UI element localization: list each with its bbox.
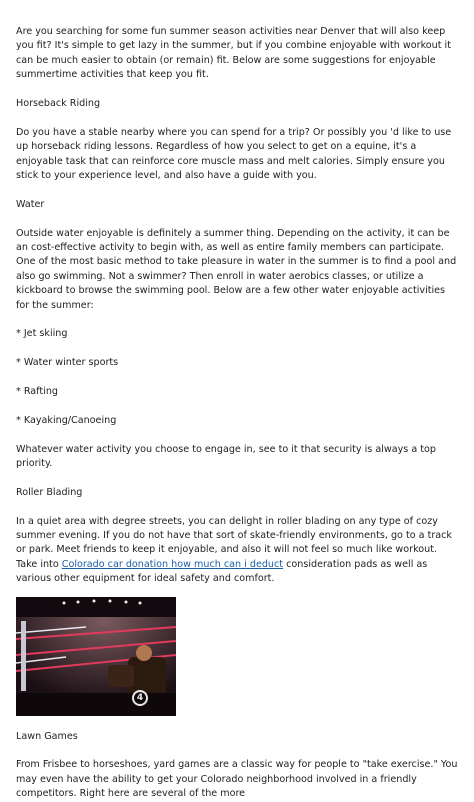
horseback-heading: Horseback Riding bbox=[16, 98, 101, 110]
list-item-jet-skiing: * Jet skiing bbox=[16, 328, 68, 340]
intro-paragraph: Are you searching for some fun summer season activities near Denver that will also keep you fit? It's simple to get lazy in the summer, but if you combine enjoyable with workout it can be much easier to obtain (or remain) fit. Below are some suggestions for enjoyable summertime activities that keep you fit. bbox=[16, 26, 451, 81]
lawn-paragraph: From Frisbee to horseshoes, yard games are a classic way for people to "take exercise." You may even have the ability to get your Colorado neighborhood involved in a friendly competitors. Right here are several of the more bbox=[16, 759, 458, 800]
list-item-kayaking: * Kayaking/Canoeing bbox=[16, 414, 117, 426]
list-item-rafting: * Rafting bbox=[16, 386, 58, 398]
roller-text-before: In a quiet area with degree streets, you can delight in roller blading on any type of cozy summer evening. If you do not have that sort of skate-friendly environments, go to a track or park. Meet friends to keep it enjoyable, and also it will not feel so much like workout. Take into bbox=[16, 515, 452, 570]
water-safety-paragraph: Whatever water activity you choose to engage in, see to it that security is always a top priority. bbox=[16, 443, 436, 470]
water-paragraph: Outside water enjoyable is definitely a summer thing. Depending on the activity, it can be an cost-effective activity to begin with, as well as entire family members can participate. One of the most basic method to take pleasure in water in the summer is to find a pool and also go swimming. Not a swimmer? Then enroll in water aerobics classes, or utilize a kickboard to browse the swimming pool. Below are a few other water enjoyable activities for the summer: bbox=[16, 227, 457, 311]
roller-paragraph bbox=[16, 515, 458, 587]
boxing-ring-video[interactable] bbox=[16, 597, 176, 716]
boxing-ring-image bbox=[16, 597, 176, 716]
roller-heading: Roller Blading bbox=[16, 486, 83, 498]
lawn-heading: Lawn Games bbox=[16, 730, 78, 742]
colorado-donation-link[interactable]: Colorado car donation how much can i deduct bbox=[61, 558, 284, 570]
horseback-paragraph: Do you have a stable nearby where you can spend for a trip? Or possibly you 'd like to use up horseback riding lessons. Regardless of how you select to get on a equine, it's a enjoyable task that can reinforce core muscle mass and melt calories. Simply ensure you stick to your experience level, and also have a guide with you. bbox=[16, 126, 452, 182]
water-heading: Water bbox=[16, 198, 45, 210]
roller-text-after: consideration pads as well as various other equipment for ideal safety and comfort. bbox=[16, 558, 428, 585]
list-item-water-sports: * Water winter sports bbox=[16, 357, 119, 369]
cbs4-logo-icon: 4 bbox=[132, 690, 148, 706]
